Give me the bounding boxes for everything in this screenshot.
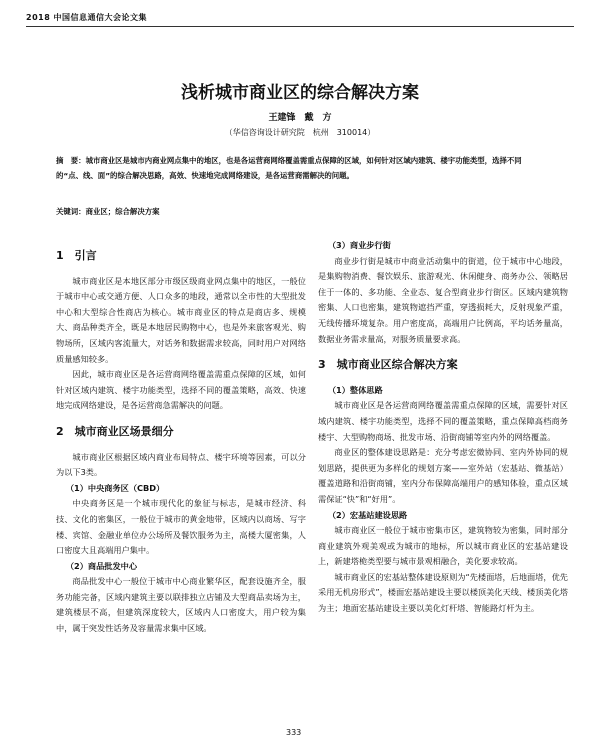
overall-approach-title: （1）整体思路 (327, 384, 383, 395)
section-1-paragraph-1: 城市商业区是本地区部分市级区级商业网点集中的地区，一般位于城市中心或交通方便、人口众多的地段，通常以全市性的大型批发中心和大型综合性商店为核心。城市商业区的特点是商店多、规模大、商品种类齐全，既是本地居民购物中心，也是外来旅客观光、购物场所，区域内客流量大，对话务和数据需求较高，同时用户对网络质量感知较多。 (56, 275, 306, 364)
macro-station-paragraph-2: 城市商业区的宏基站整体建设原则为“先楼面塔，后地面塔，优先采用无机房形式”，楼面宏基站建设主要以楼顶美化天线、楼顶美化塔为主；地面宏基站建设主要以美化灯杆塔、智能路灯杆为主。 (318, 571, 568, 614)
pedestrian-street-text: 商业步行街是城市中商业活动集中的街道，位于城市中心地段，是集购物消费、餐饮娱乐、旅游观光、休闲健身、商务办公、领略居住于一体的、多功能、全业态、复合型商业步行街区。区域内建筑物密集、人口也密集，建筑物遮挡严重，穿透损耗大，反射现象严重，无线传播环境复杂。用户密度高，高端用户比例高，平均话务量高，数据业务需求量高，对服务质量要求高。 (318, 255, 568, 344)
section-1-title: 1 引言 (56, 249, 97, 262)
keywords-text: 商业区；综合解决方案 (85, 207, 160, 216)
page-number: 333 (286, 728, 302, 737)
affiliation: （华信咨询设计研究院 杭州 310014） (224, 128, 376, 137)
abstract-label: 摘 要： (56, 156, 86, 165)
abstract (56, 153, 544, 183)
section-1-paragraph-2: 因此，城市商业区是各运营商网络覆盖需重点保障的区域，如何针对区域内建筑、楼宇功能类型，选择不同的覆盖策略，高效、快速地完成网络建设，是各运营商急需解决的问题。 (56, 369, 306, 411)
distribution-center-text: 商品批发中心一般位于城市中心商业繁华区，配套设施齐全，服务功能完备，区域内建筑主要以联排独立店铺及大型商品卖场为主，建筑楼层不高，但建筑深度较大，区域内人口密度大，用户较为集中，属于突发性话务及容量需求集中区域。 (56, 576, 306, 634)
left-column (56, 238, 306, 637)
distribution-center-title: （2）商品批发中心 (65, 560, 138, 571)
overall-approach-paragraph-1: 城市商业区是各运营商网络覆盖需重点保障的区域，需要针对区域内建筑、楼宇功能类型，选择不同的覆盖策略，重点保障高档商务楼宇、大型购物商场、批发市场、沿街商铺等室内外的网络覆盖。 (318, 400, 568, 442)
cbd-text: 中央商务区是一个城市现代化的象征与标志，是城市经济、科技、文化的密集区，一般位于城市的黄金地带，区域内以商场、写字楼、宾馆、金融业单位办公场所及餐饮服务为主，高楼大厦密集，人口密度大且高端用户集中。 (56, 498, 306, 556)
paper-title: 浅析城市商业区的综合解决方案 (181, 83, 419, 103)
section-3-title: 3 城市商业区综合解决方案 (318, 358, 458, 372)
abstract-text: 城市商业区是城市内商业网点集中的地区，也是各运营商网络覆盖需重点保障的区域，如何针对区域内建筑、楼宇功能类型，选择不同的“点、线、面”的综合解决思路，高效、快速地完成网络建设，是各运营商需解决的问题。 (56, 156, 522, 180)
macro-station-title: （2）宏基站建设思路 (327, 509, 408, 520)
overall-approach-paragraph-2: 商业区的整体建设思路是：充分考虑宏微协同、室内外协同的规划思路，提供更为多样化的规划方案——室外站（宏基站、微基站）覆盖道路和沿街商铺，室内分布保障高端用户的感知体验，重点区域需保证“快”和“好用”。 (318, 447, 568, 504)
cbd-title: （1）中央商务区（CBD） (65, 482, 165, 493)
right-column (318, 238, 568, 617)
pedestrian-street-title: （3）商业步行街 (327, 240, 391, 250)
section-2-intro: 城市商业区根据区域内商业布局特点、楼宇环境等因素，可以分为以下3类。 (56, 451, 306, 478)
section-2-title: 2 城市商业区场景细分 (56, 424, 174, 438)
authors: 王建锋 戴 方 (268, 113, 332, 123)
keywords (56, 206, 544, 217)
running-header: 2018 中国信息通信大会论文集 (26, 12, 574, 27)
keywords-label: 关键词： (56, 207, 86, 216)
macro-station-paragraph-1: 城市商业区一般位于城市密集市区，建筑物较为密集，同时部分商业建筑外观美观或为城市的地标，所以城市商业区的宏基站建设上，新建塔桅类型要与城市景观相融合，美化要求较高。 (318, 525, 568, 567)
